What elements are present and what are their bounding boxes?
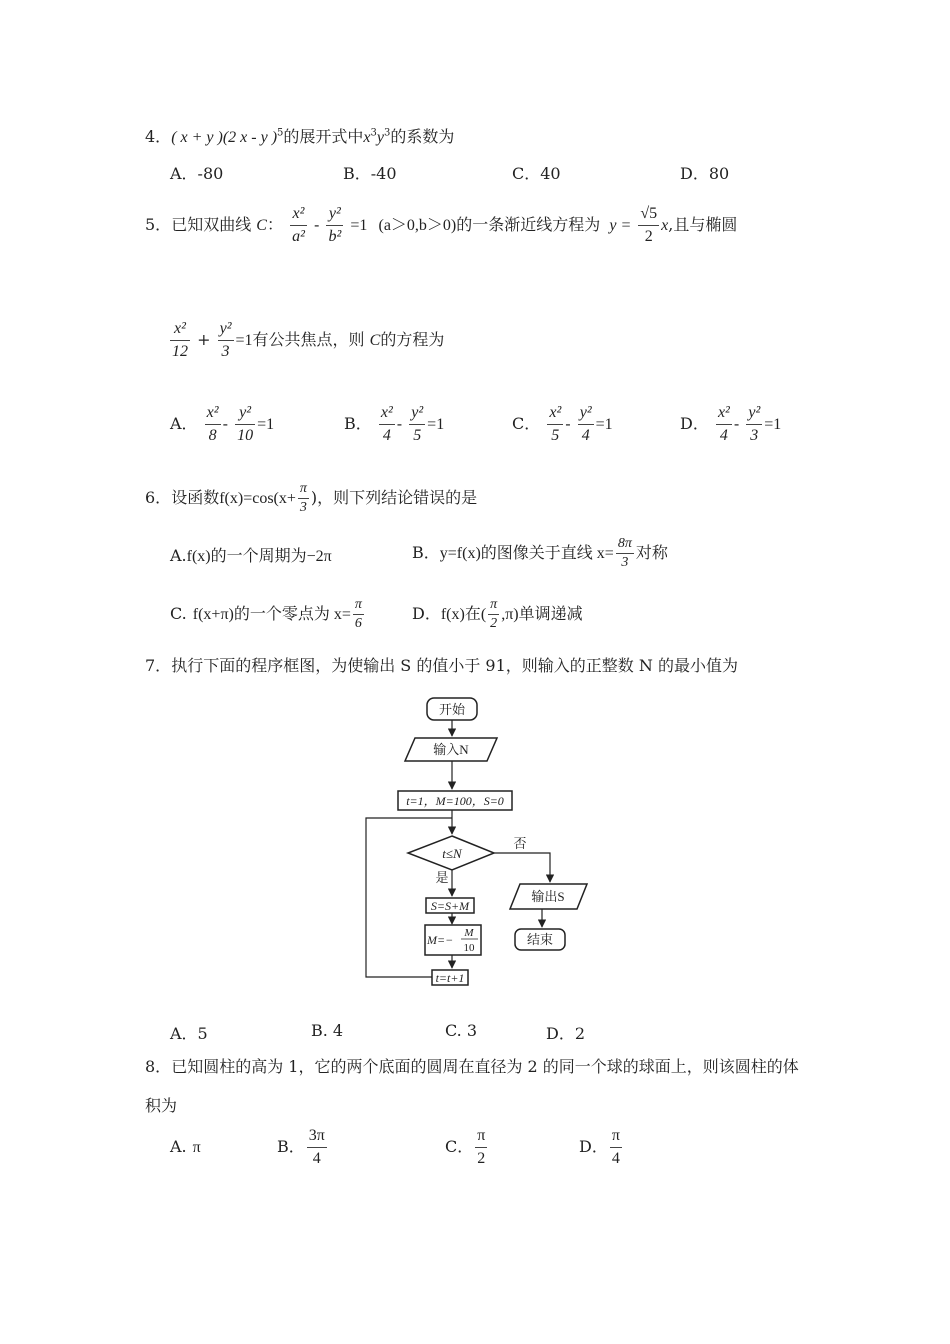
q5-frac-x2a2: $\frac{\text{x²}}{\text{a²}}$ — [292, 205, 305, 245]
q4-stem — [145, 124, 454, 147]
q8-option-d-label: D． — [579, 1137, 608, 1156]
q8-option-b-label: B． — [277, 1137, 305, 1156]
flow-m-update-den: 10 — [463, 942, 475, 954]
q6-lead: 设函数 — [171, 488, 220, 507]
q4-option-a[interactable]: A．-80 — [170, 164, 224, 183]
q7-stem — [145, 653, 738, 676]
q5-option-b[interactable]: B． $\frac{\text{x²}}{4}$ - $\frac{\text{y²}}{5}$ =1 — [344, 402, 444, 447]
q7-option-b[interactable]: B. 4 — [311, 1021, 344, 1040]
q4-x-exp: 3 — [370, 127, 377, 139]
q4-option-b[interactable]: B．-40 — [343, 164, 397, 183]
q8-option-c-label: C． — [445, 1137, 474, 1156]
q8-option-c[interactable] — [445, 1125, 489, 1170]
q7-option-a[interactable]: A．5 — [170, 1024, 208, 1043]
q8-option-a[interactable] — [170, 1137, 201, 1157]
q5-cond: (a＞0,b＞0) — [378, 217, 457, 234]
q5-option-a[interactable]: A． $\frac{\text{x²}}{8}$ - $\frac{\text{y²}}{10}$ =1 — [170, 402, 274, 447]
q5-x: x — [661, 217, 669, 234]
flow-no-label: 否 — [513, 836, 527, 851]
flow-start-label: 开始 — [438, 702, 466, 717]
q8-option-a-label: A. — [170, 1137, 187, 1156]
q5-stem-line2 — [168, 318, 444, 363]
q6-c-frac: $\frac{\pi}{6}$ — [354, 597, 362, 631]
q7-option-c[interactable]: C. 3 — [445, 1021, 478, 1040]
q5-colon: ： — [266, 215, 283, 234]
flow-t-update-label: t=t+1 — [435, 971, 465, 985]
q5-mid: 的一条渐近线方程为 — [456, 215, 601, 234]
q5-lead: 已知双曲线 — [171, 215, 252, 234]
q8-option-a-value: π — [192, 1139, 201, 1156]
q6-d-frac: $\frac{\pi}{2}$ — [490, 597, 498, 631]
q4-expr: ( x + y )(2 x - y ) — [171, 129, 278, 146]
q4-x: x — [363, 129, 371, 146]
flow-yes-label: 是 — [435, 870, 449, 885]
q5-option-c-label: C． — [512, 414, 541, 433]
q5-line2b: 的方程为 — [380, 330, 445, 349]
q5-frac-x2-12: $\frac{\text{x²}}{12}$ — [172, 320, 188, 360]
q5-d-frac1: $\frac{\text{x²}}{4}$ — [717, 404, 730, 444]
q5-plus: + — [197, 330, 211, 349]
q4-option-c[interactable]: C．40 — [512, 164, 561, 183]
q5-b-frac2: $\frac{\text{y²}}{5}$ — [411, 404, 424, 444]
q7-flowchart — [360, 690, 600, 1000]
q6-option-c-text: f(x+π)的一个零点为 x= — [192, 606, 351, 623]
q5-minus: - — [313, 215, 320, 234]
q7-option-d[interactable]: D．2 — [546, 1024, 586, 1043]
q8-number: 8． — [145, 1057, 172, 1076]
q5-c-frac1: $\frac{\text{x²}}{5}$ — [549, 404, 562, 444]
q8-option-d[interactable] — [579, 1125, 624, 1170]
q8-d-frac: $\frac{\pi}{4}$ — [611, 1127, 620, 1167]
q5-c-frac2: $\frac{\text{y²}}{4}$ — [579, 404, 592, 444]
q8-stem-line2: 积为 — [145, 1096, 178, 1115]
q8-stem-line1 — [145, 1054, 799, 1077]
q6-option-b-text: y=f(x)的图像关于直线 x= — [439, 545, 614, 562]
q6-option-b-tail: 对称 — [635, 543, 668, 562]
q5-stem-line1 — [145, 203, 737, 248]
flow-m-update-num: M — [464, 927, 474, 939]
q8-b-frac: $\frac{3\pi}{4}$ — [308, 1127, 325, 1167]
q6-option-b[interactable] — [412, 535, 668, 572]
q6-option-a-text: f(x)的一个周期为−2π — [186, 548, 332, 565]
q6-frac-pi3: $\frac{\pi}{3}$ — [299, 481, 307, 515]
flow-end-label: 结束 — [526, 932, 554, 947]
q6-option-d-label: D． — [412, 604, 441, 623]
q5-frac-sqrt5-2: $\frac{√5}{2}$ — [640, 205, 658, 245]
q5-line2: 有公共焦点，则 — [252, 330, 365, 349]
q5-C: C — [256, 217, 267, 234]
q6-option-a[interactable] — [170, 543, 332, 566]
q5-number: 5． — [145, 215, 172, 234]
q6-option-b-label: B． — [412, 543, 440, 562]
q6-tail: )，则下列结论错误的是 — [310, 488, 478, 507]
q6-option-d-tail: ,π)单调递减 — [501, 606, 583, 623]
q5-b-frac1: $\frac{\text{x²}}{4}$ — [380, 404, 393, 444]
q4-exp: 5 — [277, 127, 284, 139]
q5-frac-y2b2: $\frac{\text{y²}}{\text{b²}}$ — [328, 205, 342, 245]
q6-option-a-label: A. — [170, 546, 187, 565]
q5-option-c[interactable]: C． $\frac{\text{x²}}{5}$ - $\frac{\text{y²}}{4}$ =1 — [512, 402, 613, 447]
flow-input-label: 输入N — [433, 742, 469, 757]
q6-fx: f(x)=cos(x+ — [219, 490, 296, 507]
q5-C2: C — [369, 332, 381, 349]
q5-option-a-label: A． — [170, 414, 198, 433]
q5-option-d[interactable]: D． $\frac{\text{x²}}{4}$ - $\frac{\text{y²}}{3}$ =1 — [680, 402, 781, 447]
q5-frac-y2-3: $\frac{\text{y²}}{3}$ — [219, 320, 232, 360]
q8-c-frac: $\frac{\pi}{2}$ — [477, 1127, 486, 1167]
q5-a-frac2: $\frac{\text{y²}}{10}$ — [237, 404, 254, 444]
q4-y: y — [376, 129, 385, 146]
q5-y-eq: y = — [609, 217, 632, 234]
q4-y-exp: 3 — [384, 127, 391, 139]
q5-option-b-label: B． — [344, 414, 372, 433]
q4-number: 4． — [145, 127, 172, 146]
q6-number: 6． — [145, 488, 172, 507]
q7-number: 7． — [145, 656, 172, 675]
q6-option-d[interactable] — [412, 596, 583, 633]
q8-option-b[interactable] — [277, 1125, 329, 1170]
q4-mid: 的展开式中 — [283, 127, 364, 146]
q6-b-frac: $\frac{8\pi}{3}$ — [617, 536, 632, 570]
flow-m-update-lhs: M=− — [427, 933, 454, 947]
q4-tail: 的系数为 — [390, 127, 455, 146]
q6-option-d-text: f(x)在( — [440, 606, 487, 623]
q5-option-d-label: D． — [680, 414, 709, 433]
flow-s-update-label: S=S+M — [430, 899, 470, 913]
q8-line1: 已知圆柱的高为 1，它的两个底面的圆周在直径为 2 的同一个球的球面上，则该圆柱的体 — [171, 1057, 799, 1076]
q7-text: 执行下面的程序框图，为使输出 S 的值小于 91，则输入的正整数 N 的最小值为 — [171, 656, 738, 675]
q4-option-d[interactable]: D．80 — [680, 164, 730, 183]
q6-option-c-label: C. — [170, 604, 187, 623]
q5-a-frac1: $\frac{\text{x²}}{8}$ — [206, 404, 219, 444]
q5-d-frac2: $\frac{\text{y²}}{3}$ — [748, 404, 761, 444]
flow-output-label: 输出S — [531, 889, 565, 904]
q5-eq2: =1 — [235, 332, 253, 349]
q6-stem — [145, 480, 477, 517]
q6-option-c[interactable] — [170, 596, 366, 633]
q5-eq1: =1 — [350, 217, 368, 234]
flow-init-label: t=1，M=100，S=0 — [406, 794, 504, 808]
flow-decision-label: t≤N — [442, 846, 462, 861]
q5-tail: ,且与椭圆 — [668, 215, 738, 234]
